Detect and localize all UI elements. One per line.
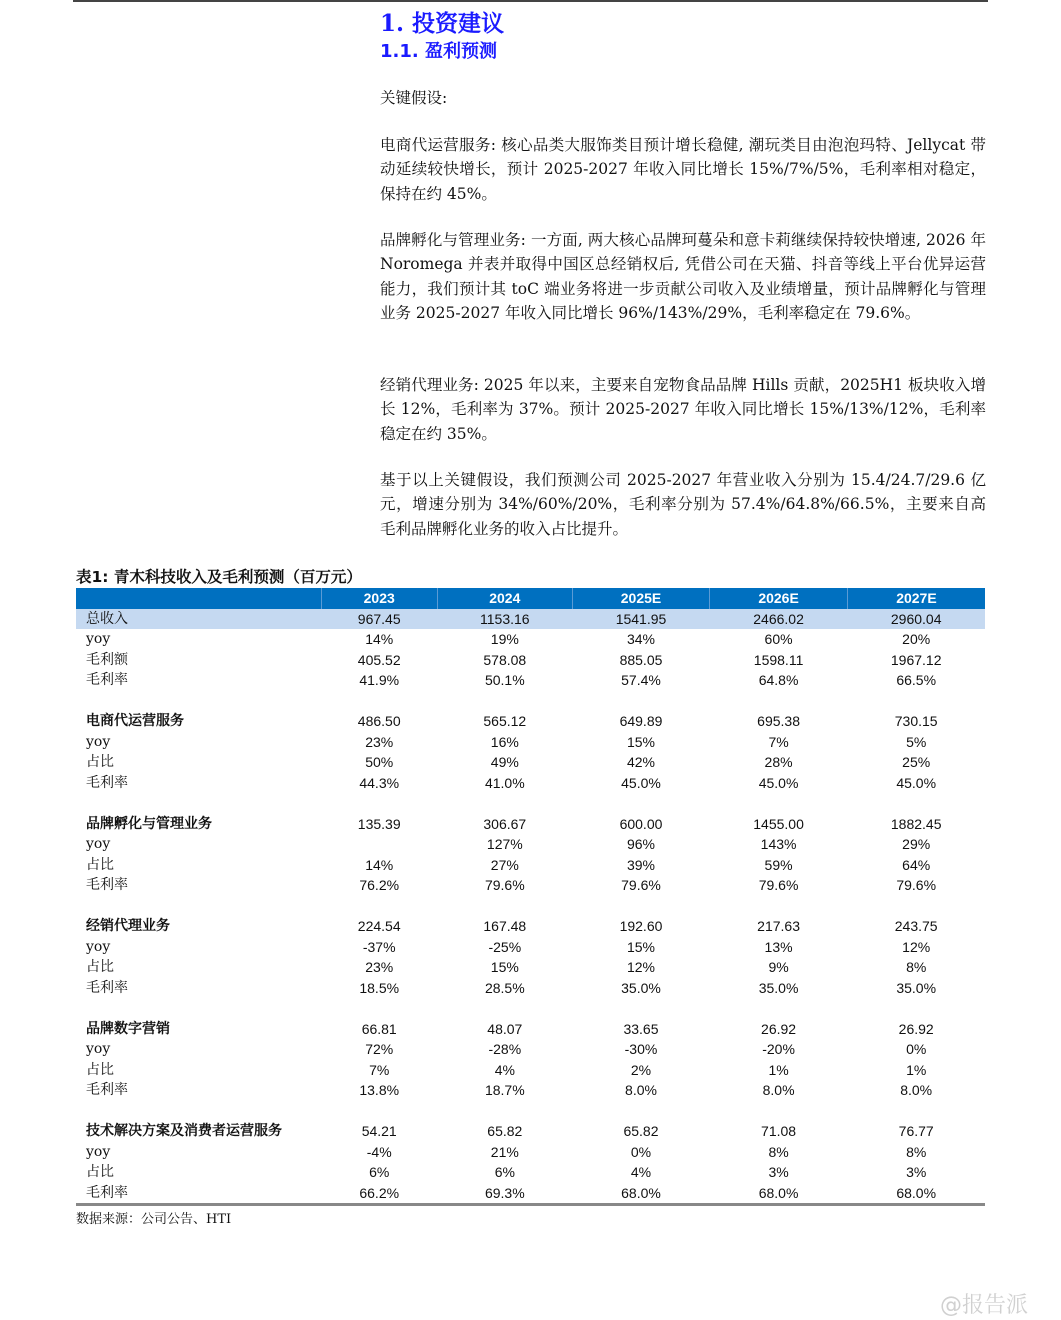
table-cell [710, 998, 848, 1019]
table-cell [321, 1101, 437, 1122]
table-cell: 143% [760, 836, 797, 852]
row-label: 毛利额 [86, 651, 128, 668]
table-cell: 15% [490, 959, 519, 975]
row-label: 占比 [86, 1061, 114, 1078]
table-cell: 0% [630, 1143, 652, 1160]
table-row [76, 629, 985, 650]
table-cell: 50% [365, 754, 394, 770]
table-cell: 6% [369, 1164, 390, 1180]
table-cell: 15% [626, 733, 655, 750]
row-label: yoy [86, 733, 111, 750]
table-cell: 33.65 [623, 1020, 659, 1037]
column-header [76, 588, 321, 609]
table-row [76, 1183, 985, 1205]
table-cell: 2% [630, 1061, 652, 1078]
table-cell: 14% [365, 856, 394, 873]
table-cell: 68.0% [572, 1183, 710, 1205]
table-cell: 8% [906, 1143, 927, 1160]
column-header: 2023 [321, 588, 437, 609]
table-row [76, 670, 985, 691]
table-cell: 50.1% [484, 672, 525, 688]
table-cell: 1153.16 [437, 609, 572, 630]
table-cell: 45.0% [896, 774, 937, 791]
table-cell: 28.5% [484, 979, 525, 996]
table-cell: 967.45 [321, 609, 437, 630]
table-cell: 69.3% [437, 1183, 572, 1205]
table-cell: 64.8% [758, 672, 799, 688]
row-label [76, 998, 321, 1019]
table-cell: 224.54 [357, 918, 401, 934]
table-cell: 76.2% [359, 877, 400, 893]
table-cell: 6% [494, 1164, 515, 1180]
paragraph-summary: 基于以上关键假设，我们预测公司 2025-2027 年营业收入分别为 15.4/24.7/29.6 亿元，增速分别为 34%/60%/20%，毛利率分别为 57.4%/64.8%/66.5%，主要来自高毛利品牌孵化业务的收入占比提升。 [380, 471, 986, 538]
column-header: 2024 [437, 588, 572, 609]
table-cell: 20% [902, 631, 931, 647]
table-cell: -28% [488, 1041, 522, 1057]
table-cell: 405.52 [357, 651, 401, 668]
table-cell: 730.15 [894, 713, 938, 729]
table-cell: 25% [902, 754, 931, 770]
table-cell: 26.92 [898, 1020, 934, 1037]
table-cell: 45.0% [621, 774, 661, 791]
table-cell: 167.48 [483, 918, 527, 934]
table-cell: 49% [490, 754, 519, 770]
table-cell: 243.75 [894, 918, 938, 934]
table-cell [321, 691, 437, 712]
table-row [76, 957, 985, 978]
data-source: 数据来源：公司公告、HTI [76, 1212, 232, 1227]
table-cell [572, 998, 710, 1019]
column-header: 2025E [572, 588, 710, 609]
table-cell: 23% [365, 959, 394, 975]
table-row [76, 978, 985, 999]
table-caption: 表1: 青木科技收入及毛利预测（百万元） [76, 568, 362, 586]
table-cell: 695.38 [757, 713, 800, 729]
table-cell [847, 793, 985, 814]
table-row [76, 916, 985, 937]
row-label [76, 691, 321, 712]
table-row [76, 609, 985, 630]
row-label: 总收入 [76, 609, 321, 630]
table-cell: 0% [906, 1041, 927, 1057]
table-cell: 54.21 [361, 1123, 397, 1139]
row-label: 技术解决方案及消费者运营服务 [86, 1123, 282, 1139]
table-row [76, 732, 985, 753]
table-cell: 12% [902, 938, 931, 955]
table-cell [710, 1101, 848, 1122]
table-cell: 35.0% [896, 979, 937, 996]
table-cell: 1455.00 [753, 815, 804, 832]
table-cell: 578.08 [483, 651, 527, 668]
table-cell: 18.7% [484, 1082, 525, 1098]
table-row [76, 1121, 985, 1142]
table-cell: 1598.11 [753, 651, 804, 668]
row-label: 毛利率 [86, 774, 128, 791]
table-cell [321, 896, 437, 917]
table-cell: 35.0% [758, 979, 799, 996]
table-cell: 44.3% [359, 774, 400, 791]
table-cell: 885.05 [619, 651, 663, 668]
table-cell: 60% [764, 631, 793, 647]
row-label [76, 1101, 321, 1122]
table-cell [437, 998, 572, 1019]
table-cell: 66.5% [896, 672, 937, 688]
table-cell: 26.92 [761, 1020, 797, 1037]
table-row [76, 937, 985, 958]
table-cell [847, 998, 985, 1019]
table-cell: 23% [365, 733, 394, 750]
table-cell: 14% [365, 631, 394, 647]
table-cell [847, 896, 985, 917]
row-label: 占比 [86, 856, 114, 873]
table-cell: 79.6% [896, 877, 937, 893]
table-cell: -25% [488, 938, 522, 955]
paragraph-brand-incubation: 品牌孵化与管理业务: 一方面, 两大核心品牌珂蔓朵和意卡莉继续保持较快增速, 2026 年 Noromega 并表并取得中国区总经销权后, 凭借公司在天猫、抖音等线上平台优异运营能力，我们预计其 toC 端业务将进一步贡献公司收入及业绩增量，预计品牌孵化与管理业务 2025-2027 年收入同比增长 96%/143%/29%，毛利率稳定在 79.6%。 [380, 231, 986, 322]
table-cell: 8.0% [625, 1082, 657, 1098]
table-row [76, 1039, 985, 1060]
table-cell: 4% [494, 1061, 515, 1078]
table-cell: 306.67 [483, 815, 527, 832]
table-cell: 2960.04 [847, 609, 985, 630]
row-label: 品牌数字营销 [86, 1020, 170, 1037]
row-label: yoy [86, 1041, 111, 1057]
table-cell: 9% [768, 959, 789, 975]
table-cell: -30% [624, 1041, 658, 1057]
table-cell: 192.60 [619, 918, 663, 934]
table-cell: 29% [902, 836, 931, 852]
row-label: 毛利率 [76, 1183, 321, 1205]
table-cell: 45.0% [758, 774, 799, 791]
subsection-heading: 1.1. 盈利预测 [380, 41, 497, 62]
table-row [76, 650, 985, 671]
table-cell: 7% [768, 733, 789, 750]
paragraph-ecommerce: 电商代运营服务: 核心品类大服饰类目预计增长稳健, 潮玩类目由泡泡玛特、Jellycat 带动延续较快增长，预计 2025-2027 年收入同比增长 15%/7%/5%，毛利率相对稳定，保持在约 45%。 [380, 136, 986, 203]
table-cell [710, 691, 848, 712]
table-cell: 13% [764, 938, 793, 955]
table-cell: 65.82 [487, 1123, 523, 1139]
table-cell: 21% [490, 1143, 519, 1160]
table-cell: 135.39 [357, 815, 401, 832]
table-cell [572, 793, 710, 814]
table-cell: 1% [768, 1061, 789, 1078]
table-cell [437, 896, 572, 917]
table-cell: 2466.02 [710, 609, 848, 630]
row-label: yoy [86, 938, 111, 955]
table-cell: 1967.12 [890, 651, 942, 668]
table-cell: 3% [768, 1164, 789, 1180]
table-row [76, 1142, 985, 1163]
table-cell: 27% [490, 856, 519, 873]
table-cell: 649.89 [619, 713, 663, 729]
table-cell [847, 691, 985, 712]
table-row [76, 998, 985, 1019]
row-label: yoy [86, 631, 111, 647]
table-cell: 18.5% [359, 979, 400, 996]
table-cell: 565.12 [483, 713, 527, 729]
table-cell: 64% [902, 856, 931, 873]
table-row [76, 875, 985, 896]
table-cell: 8.0% [900, 1082, 933, 1098]
table-cell: 8% [768, 1143, 789, 1160]
table-cell: 35.0% [621, 979, 661, 996]
table-cell: 7% [369, 1061, 390, 1078]
row-label: yoy [86, 836, 111, 852]
table-cell [572, 691, 710, 712]
table-row [76, 793, 985, 814]
table-cell: 3% [906, 1164, 927, 1180]
table-cell: 59% [764, 856, 793, 873]
row-label: 占比 [86, 1164, 114, 1180]
forecast-table [76, 588, 985, 1206]
table-cell [710, 896, 848, 917]
table-cell: 71.08 [761, 1123, 797, 1139]
table-cell [710, 793, 848, 814]
table-cell: 68.0% [847, 1183, 985, 1205]
table-cell: 1% [906, 1061, 927, 1078]
table-cell: -37% [362, 938, 396, 955]
table-cell: 76.77 [898, 1123, 934, 1139]
table-cell: 486.50 [357, 713, 401, 729]
table-cell [321, 793, 437, 814]
row-label: 毛利率 [86, 1082, 128, 1098]
assumptions-label: 关键假设: [380, 89, 448, 107]
column-header: 2027E [847, 588, 985, 609]
row-label: 毛利率 [86, 979, 128, 996]
table-row [76, 1101, 985, 1122]
table-cell [321, 834, 437, 855]
table-cell: 600.00 [619, 815, 663, 832]
row-label: 毛利率 [86, 877, 128, 893]
column-header: 2026E [710, 588, 848, 609]
table-cell [437, 691, 572, 712]
paragraph-distribution: 经销代理业务: 2025 年以来，主要来自宠物食品品牌 Hills 贡献，2025H1 板块收入增长 12%，毛利率为 37%。预计 2025-2027 年收入同比增长 15%/13%/12%，毛利率稳定在约 35%。 [380, 376, 986, 443]
table-cell: 48.07 [487, 1020, 523, 1037]
table-cell: 79.6% [621, 877, 661, 893]
table-cell: 39% [626, 856, 655, 873]
table-cell: 1882.45 [890, 815, 942, 832]
table-cell: 16% [490, 733, 519, 750]
table-cell: 13.8% [359, 1082, 400, 1098]
row-label: 毛利率 [86, 672, 128, 688]
row-label: 经销代理业务 [86, 918, 170, 934]
table-cell: 68.0% [710, 1183, 848, 1205]
table-row [76, 752, 985, 773]
table-row [76, 855, 985, 876]
table-cell: 72% [365, 1041, 394, 1057]
table-cell: 96% [626, 836, 655, 852]
table-cell: 79.6% [484, 877, 525, 893]
table-cell: 41.0% [484, 774, 525, 791]
table-cell: 127% [486, 836, 523, 852]
table-cell: 8.0% [762, 1082, 795, 1098]
table-cell: 217.63 [757, 918, 800, 934]
table-cell: 41.9% [359, 672, 400, 688]
watermark: @报告派 [940, 1293, 1029, 1318]
table-cell: 65.82 [623, 1123, 659, 1139]
table-cell [437, 1101, 572, 1122]
table-cell: 66.81 [361, 1020, 397, 1037]
table-cell: 12% [626, 959, 655, 975]
table-cell [437, 793, 572, 814]
table-cell: -4% [366, 1143, 392, 1160]
table-cell [847, 1101, 985, 1122]
table-cell: 34% [626, 631, 655, 647]
table-row [76, 1162, 985, 1183]
table-cell: 8% [906, 959, 927, 975]
table-row [76, 814, 985, 835]
table-row [76, 691, 985, 712]
table-cell: 1541.95 [572, 609, 710, 630]
table-cell [321, 998, 437, 1019]
table-cell: 79.6% [758, 877, 799, 893]
table-cell: 28% [764, 754, 793, 770]
row-label: 占比 [86, 959, 114, 975]
table-cell: 66.2% [321, 1183, 437, 1205]
table-row [76, 711, 985, 732]
table-cell: -20% [762, 1041, 795, 1057]
table-row [76, 896, 985, 917]
table-cell: 4% [630, 1164, 652, 1180]
table-cell [572, 896, 710, 917]
row-label: 电商代运营服务 [86, 713, 184, 729]
table-row [76, 1080, 985, 1101]
row-label [76, 793, 321, 814]
table-row [76, 1019, 985, 1040]
table-row [76, 834, 985, 855]
section-heading: 1. 投资建议 [380, 10, 505, 37]
table-row [76, 773, 985, 794]
row-label [76, 896, 321, 917]
table-row [76, 1060, 985, 1081]
row-label: yoy [86, 1143, 111, 1160]
table-cell: 15% [626, 938, 655, 955]
table-cell: 19% [490, 631, 519, 647]
table-cell: 57.4% [621, 672, 661, 688]
top-rule [73, 0, 988, 2]
table-cell: 5% [906, 733, 927, 750]
table-cell [572, 1101, 710, 1122]
row-label: 占比 [86, 754, 114, 770]
table-cell: 42% [626, 754, 655, 770]
row-label: 品牌孵化与管理业务 [86, 815, 212, 832]
